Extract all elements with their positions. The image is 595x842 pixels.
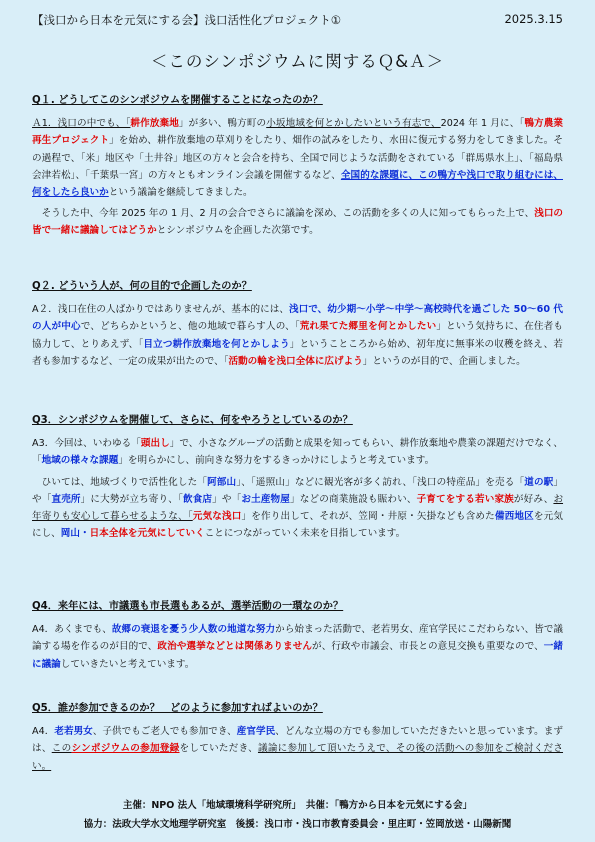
highlight-blue: 全国的な課題に、この鴨方や浅口で取り組むには、何をしたら良いか [32, 169, 563, 199]
question-3: Q3．シンポジウムを開催して、さらに、何をやろうとしているのか？ [32, 415, 353, 426]
highlight-blue: 備西地区 [494, 511, 534, 523]
highlight-red: 浅口の皆で一緒に議論してはどうか [32, 208, 564, 237]
footer [0, 796, 595, 834]
answer-text: ひいては、地域づくりで活性化した「 [41, 476, 208, 488]
answer-3 [32, 435, 563, 469]
answer-text: 」や「 [32, 476, 564, 505]
highlight-red: 日本全体を元気にしていく [89, 528, 205, 540]
answer-text: 」に大勢が立ち寄り、「 [80, 493, 183, 505]
highlight-blue: 浅口で、 [288, 304, 328, 316]
answer-text: 」ということころから始め、初年度に無事米の収穫を終え、若者も参加するなど、一定の成果が出たので、「 [32, 338, 563, 367]
highlight-blue: 一緒に議論 [32, 641, 564, 670]
answer-text: が好み、 [513, 493, 554, 505]
answer-text: 2024 年 1 月に、「 [440, 118, 525, 130]
answer-1 [32, 115, 563, 201]
answer-text: A3．今回は、いわゆる「 [32, 438, 141, 450]
highlight-blue: 幼少期～小学～中学～高校時代を過ごした 50～60 代の人が中心 [32, 304, 563, 333]
highlight-blue: お土産物屋 [241, 493, 291, 505]
highlight-blue: 故郷の衰退を憂う少人数の地道な努力 [111, 624, 276, 636]
qa-section-1 [32, 92, 563, 240]
qa-section-3 [32, 412, 563, 542]
highlight-red: 頭出し [140, 438, 170, 450]
answer-2 [32, 301, 563, 370]
answer-4 [32, 621, 563, 673]
highlight-red: 政治や選挙などとは関係ありません [157, 641, 313, 653]
answer-text: という議論を継続してきました。 [108, 187, 253, 199]
answer-text: そうした中、今年 2025 年の 1 月、2 月の会合でさらに議論を深め、この活動を多くの人に知ってもらった上で、 [41, 208, 535, 220]
highlight-blue: 岡山・ [60, 528, 90, 540]
answer-text: A4．あくまでも、 [32, 624, 112, 636]
question-5: Q5．誰が参加できるのか？ どのように参加すればよいのか？ [32, 703, 323, 714]
answer-text: 議論に参加して頂いたうえで、その後の活動への参加をご検討ください。 [32, 743, 564, 772]
answer-3-para-2 [32, 474, 563, 543]
answer-text: この [51, 743, 72, 755]
header [32, 12, 563, 28]
highlight-blue: 地域の様々な課題 [41, 455, 119, 467]
header-title: 【浅口から日本を元気にする会】浅口活性化プロジェクト① [32, 13, 342, 27]
answer-text: 」や「 [212, 493, 242, 505]
question-2: Q２. どういう人が、何の目的で企画したのか？ [32, 281, 252, 292]
highlight-red: 元気な浅口 [192, 511, 242, 523]
highlight-blue: 飲食店 [182, 493, 213, 505]
highlight-red: 荒れ果てた郷里を何とかしたい [299, 321, 437, 333]
qa-section-5 [32, 700, 563, 775]
highlight-red: 耕作放棄地 [130, 118, 179, 130]
highlight-blue: 道の駅 [524, 476, 554, 488]
answer-1-para-2 [32, 205, 563, 239]
answer-text: A4． [32, 726, 55, 738]
answer-text: から始まった活動で、老若男女、産官学民にこだわらない、皆で議論する場を作るのが目的で、 [32, 624, 564, 653]
highlight-red: 子育てをする若い家族 [416, 493, 514, 505]
highlight-blue: 阿部山 [207, 476, 237, 488]
highlight-red: 活動の輪を浅口全体に広げよう [228, 355, 363, 367]
answer-text: 」という気持ちに、在住者も協力して、とりあえず、「 [32, 321, 564, 350]
highlight-blue: 直売所 [51, 493, 81, 505]
answer-text: 」というのが目的で、企画しました。 [362, 355, 526, 367]
header-date: 2025.3.15 [504, 12, 563, 26]
answer-text: 浅口の中でも、「 [57, 118, 131, 130]
page-title: ＜このシンポジウムに関するＱ&Ａ＞ [150, 52, 445, 71]
answer-5 [32, 723, 563, 775]
answer-text: をしていただき、 [179, 743, 258, 755]
answer-text: 小坂地域を何とかしたいという有志で、 [266, 118, 441, 130]
answer-text: していきたいと考えています。 [60, 658, 195, 670]
qa-section-4 [32, 598, 563, 673]
answer-text: お年寄りも安心して暮らせるような、「 [32, 493, 564, 523]
answer-text: が、行政や市議会、市長との意見交換も重要なので、 [312, 641, 544, 653]
answer-text: 」を始め、耕作放棄地の草刈りをしたり、畑作の試みをしたり、水田に復元する努力をしてきました。その過程で、「米」地区や「土井谷」地区の方々と会合を持ち、全国で同じような活動をされている「群馬県水上」、「福島県会津若松」、「千葉県一宮」の方々ともオンライン会議を開催するなど、 [32, 135, 563, 181]
answer-text: とシンポジウムを企画した次第です。 [156, 225, 319, 237]
answer-text: 」が多い、鴨方町の [178, 118, 267, 130]
footer-organizers: 主催：NPO 法人「地域環境科学研究所」 共催：「鴨方から日本を元気にする会」 [122, 800, 473, 811]
qa-section-2 [32, 278, 563, 370]
footer-supporters: 協力：法政大学水文地理学研究室 後援：浅口市・浅口市教育委員会・里庄町・笠岡放送・山陽新聞 [83, 819, 512, 830]
answer-text: で、どちらかというと、他の地域で暮らす人の、「 [80, 321, 300, 333]
answer-text: 」、「遥照山」などに観光客が多く訪れ、「浅口の特産品」を売る「 [236, 476, 525, 488]
highlight-blue: 老若男女 [54, 726, 93, 738]
highlight-red: シンポジウムの参加登録 [71, 743, 180, 755]
question-1: Q１. どうしてこのシンポジウムを開催することになったのか？ [32, 95, 323, 106]
highlight-blue: 産官学民 [236, 726, 276, 738]
answer-text: ことにつながっていく未来を目指しています。 [204, 528, 406, 540]
answer-text: A２．浅口在住の人ばかりではありませんが、基本的には、 [32, 304, 289, 316]
question-4: Q4．来年には、市議選も市長選もあるが、選挙活動の一環なのか？ [32, 601, 344, 612]
answer-text: 」を作り出して、それが、笠岡・井原・矢掛なども含めた [241, 511, 495, 523]
answer-text: 、どんな立場の方でも参加していただきたいと思っています。まずは、 [32, 726, 564, 755]
answer-label: Ａ1． [32, 118, 58, 130]
answer-text: を元気にし、 [32, 511, 564, 540]
answer-text: 、子供でもご老人でも参加でき、 [92, 726, 237, 738]
answer-text: 」を明らかにし、前向きな努力をするきっかけにしようと考えています。 [118, 455, 435, 467]
highlight-red: 鴨方農業再生プロジェクト [32, 118, 564, 147]
highlight-blue: 目立つ耕作放棄地を何とかしよう [143, 338, 290, 350]
answer-text: 」で、小さなグループの活動と成果を知ってもらい、耕作放棄地や農業の課題だけでなく、「 [32, 438, 563, 467]
answer-text: 」などの商業施設も賑わい、 [290, 493, 417, 505]
